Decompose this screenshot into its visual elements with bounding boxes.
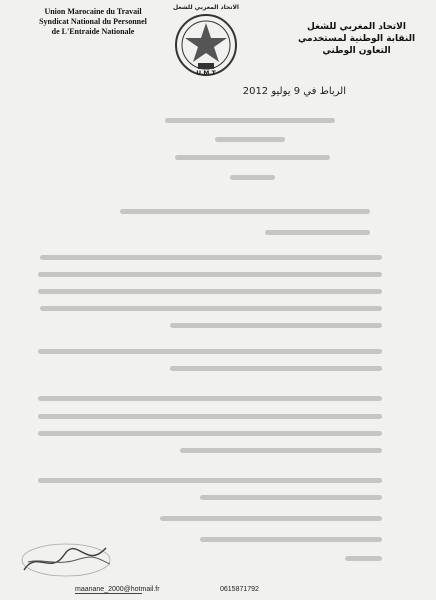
body-line-placeholder	[40, 306, 382, 311]
email-underline	[75, 593, 142, 594]
header-fr-line-1: Union Marocaine du Travail	[44, 7, 142, 16]
body-line-placeholder	[38, 396, 382, 401]
body-line-placeholder	[38, 478, 382, 483]
body-line-placeholder	[265, 230, 370, 235]
body-line-placeholder	[200, 537, 382, 542]
body-line-placeholder	[38, 289, 382, 294]
body-line-placeholder	[40, 255, 382, 260]
body-line-placeholder	[215, 137, 285, 142]
header-ar-line-2: النقابة الوطنية لمستخدمي	[297, 34, 416, 44]
footer-email: maanane_2000@hotmail.fr	[75, 586, 160, 593]
footer	[0, 583, 436, 597]
body-line-placeholder	[38, 414, 382, 419]
body-line-placeholder	[230, 175, 275, 180]
signature-stamp	[16, 540, 116, 580]
body-line-placeholder	[200, 495, 382, 500]
body-line-placeholder	[170, 366, 382, 371]
footer-phone: 0615871792	[220, 586, 259, 593]
header-french	[18, 7, 168, 37]
body-line-placeholder	[165, 118, 335, 123]
body-line-placeholder	[175, 155, 330, 160]
header-arabic	[289, 21, 424, 57]
body-line-placeholder	[38, 431, 382, 436]
body-line-placeholder	[180, 448, 382, 453]
body-line-placeholder	[38, 349, 382, 354]
logo-arabic-text: الاتحاد المغربي للشغل	[173, 4, 239, 11]
body-line-placeholder	[170, 323, 382, 328]
body-line-placeholder	[38, 272, 382, 277]
body-line-placeholder	[160, 516, 382, 521]
umt-logo	[170, 3, 242, 81]
logo-badge-text: U.M.T	[196, 70, 216, 77]
header-fr-line-2: Syndicat National du Personnel	[39, 17, 147, 26]
body-line-placeholder	[120, 209, 370, 214]
header-ar-line-1: الاتحاد المغربي للشغل	[307, 22, 406, 32]
body-line-placeholder	[345, 556, 382, 561]
header-fr-line-3: de L'Entraide Nationale	[51, 27, 135, 36]
date-line: الرباط في 9 يوليو 2012	[242, 86, 346, 97]
header-ar-line-3: التعاون الوطني	[322, 46, 391, 56]
